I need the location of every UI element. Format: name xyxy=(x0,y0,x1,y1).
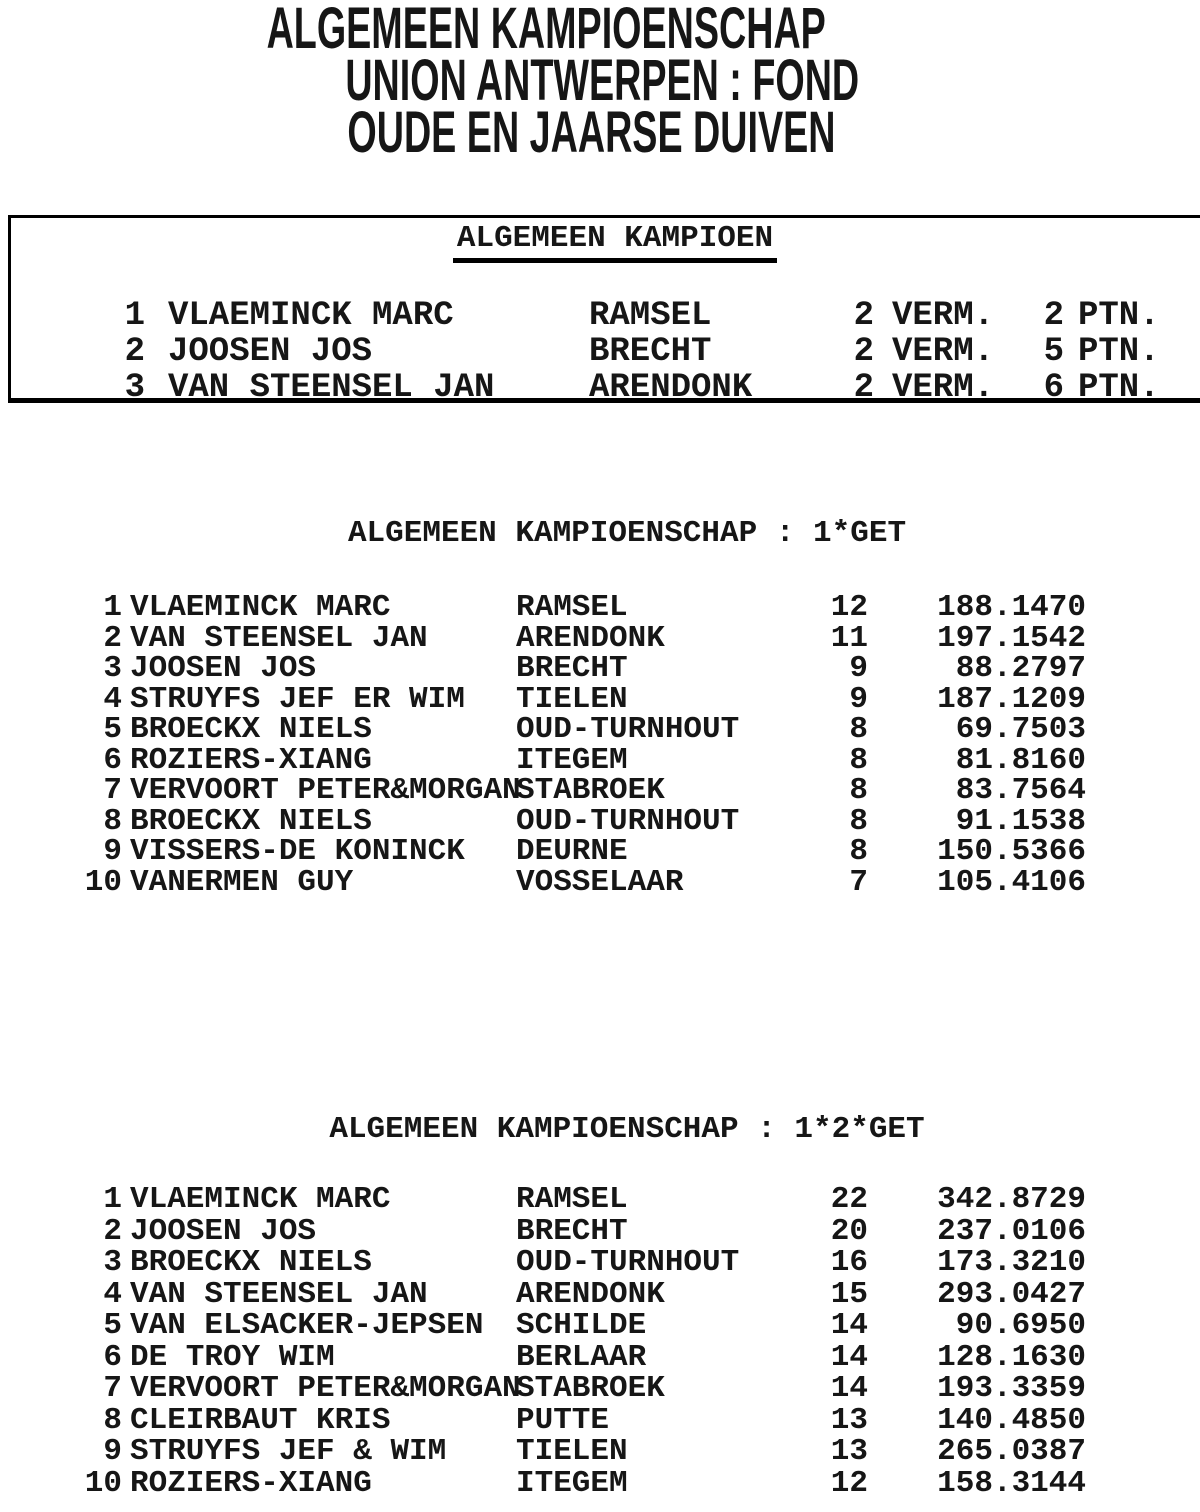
ranking-points: 91.1538 xyxy=(955,803,1086,839)
ranking-rank: 1 xyxy=(103,590,122,625)
ranking-place: OUD-TURNHOUT xyxy=(516,1245,740,1280)
ranking-name: JOOSEN JOS xyxy=(130,1213,317,1249)
ranking-place: STABROEK xyxy=(516,773,665,808)
ranking-points: 150.5366 xyxy=(937,834,1086,869)
champion-row xyxy=(0,370,1200,406)
ranking-count: 12 xyxy=(830,1465,868,1501)
section-1get-header: ALGEMEEN KAMPIOENSCHAP : 1*GET xyxy=(347,516,907,551)
ranking-points: 140.4850 xyxy=(937,1402,1086,1438)
ranking-name: VAN STEENSEL JAN xyxy=(130,620,428,656)
ranking-place: BRECHT xyxy=(516,651,628,686)
title-text-3: OUDE EN JAARSE DUIVEN xyxy=(346,100,836,165)
champion-box-header xyxy=(0,222,1200,256)
ranking-name: VAN ELSACKER-JEPSEN xyxy=(130,1308,484,1343)
ranking-place: TIELEN xyxy=(516,1434,628,1469)
ranking-rank: 4 xyxy=(103,1276,122,1312)
ranking-count: 14 xyxy=(830,1339,868,1375)
ranking-row xyxy=(0,1436,1200,1467)
ranking-name: BROECKX NIELS xyxy=(130,803,372,839)
ranking-points: 265.0387 xyxy=(937,1434,1086,1469)
ranking-count: 9 xyxy=(849,681,868,717)
ranking-row xyxy=(0,803,1200,839)
ranking-rank: 10 xyxy=(84,1465,122,1501)
ranking-count: 13 xyxy=(830,1402,868,1438)
ranking-rank: 5 xyxy=(103,712,122,747)
ranking-name: VLAEMINCK MARC xyxy=(130,1182,391,1217)
ranking-count: 11 xyxy=(830,620,868,656)
ranking-place: BERLAAR xyxy=(516,1339,647,1375)
ranking-points: 197.1542 xyxy=(937,620,1086,656)
ranking-rank: 8 xyxy=(103,803,122,839)
ranking-name: VISSERS-DE KONINCK xyxy=(130,834,465,869)
champion-rank: 3 xyxy=(124,369,145,407)
champion-place: BRECHT xyxy=(589,333,712,371)
ranking-rank: 3 xyxy=(103,1245,122,1280)
ranking-row xyxy=(0,1373,1200,1404)
champion-ptn-count: 2 xyxy=(1043,297,1064,335)
ranking-row xyxy=(0,1213,1200,1249)
title-text-2: UNION ANTWERPEN : FOND xyxy=(345,48,859,113)
ranking-count: 12 xyxy=(830,590,868,625)
ranking-name: VERVOORT PETER&MORGAN xyxy=(130,773,521,808)
ranking-rank: 4 xyxy=(103,681,122,717)
champion-verm-count: 2 xyxy=(853,369,874,407)
ranking-name: ROZIERS-XIANG xyxy=(130,1465,372,1501)
ranking-place: ARENDONK xyxy=(516,1276,665,1312)
ranking-count: 14 xyxy=(830,1308,868,1343)
champion-name: VAN STEENSEL JAN xyxy=(168,369,495,407)
champion-verm-label: VERM. xyxy=(892,333,995,371)
ranking-row xyxy=(0,714,1200,745)
ranking-count: 8 xyxy=(849,803,868,839)
ranking-points: 83.7564 xyxy=(955,773,1086,808)
ranking-name: STRUYFS JEF ER WIM xyxy=(130,681,465,717)
ranking-points: 90.6950 xyxy=(955,1308,1086,1343)
champion-verm-count: 2 xyxy=(853,297,874,335)
ranking-points: 69.7503 xyxy=(955,712,1086,747)
champion-name: VLAEMINCK MARC xyxy=(168,297,454,335)
ranking-row xyxy=(0,1339,1200,1375)
ranking-place: OUD-TURNHOUT xyxy=(516,803,740,839)
ranking-row xyxy=(0,620,1200,656)
ranking-points: 193.3359 xyxy=(937,1371,1086,1406)
title-text-1: ALGEMEEN KAMPIOENSCHAP xyxy=(266,0,826,61)
ranking-count: 8 xyxy=(849,834,868,869)
ranking-place: STABROEK xyxy=(516,1371,665,1406)
ranking-points: 342.8729 xyxy=(937,1182,1086,1217)
champion-row xyxy=(0,298,1200,334)
ranking-rank: 7 xyxy=(103,1371,122,1406)
champion-place: ARENDONK xyxy=(589,369,753,407)
ranking-rank: 3 xyxy=(103,651,122,686)
ranking-place: ARENDONK xyxy=(516,620,665,656)
ranking-name: DE TROY WIM xyxy=(130,1339,335,1375)
ranking-name: VANERMEN GUY xyxy=(130,864,354,900)
ranking-rank: 2 xyxy=(103,620,122,656)
ranking-place: OUD-TURNHOUT xyxy=(516,712,740,747)
ranking-points: 128.1630 xyxy=(937,1339,1086,1375)
champion-ptn-count: 6 xyxy=(1043,369,1064,407)
ranking-rank: 2 xyxy=(103,1213,122,1249)
ranking-row xyxy=(0,653,1200,684)
ranking-row xyxy=(0,836,1200,867)
ranking-rank: 5 xyxy=(103,1308,122,1343)
ranking-points: 88.2797 xyxy=(955,651,1086,686)
ranking-place: RAMSEL xyxy=(516,1182,628,1217)
ranking-row xyxy=(0,1184,1200,1215)
ranking-name: STRUYFS JEF & WIM xyxy=(130,1434,447,1469)
ranking-points: 237.0106 xyxy=(937,1213,1086,1249)
ranking-name: BROECKX NIELS xyxy=(130,1245,372,1280)
ranking-count: 14 xyxy=(830,1371,868,1406)
ranking-points: 158.3144 xyxy=(937,1465,1086,1501)
champion-name: JOOSEN JOS xyxy=(168,333,373,371)
ranking-place: ITEGEM xyxy=(516,742,628,778)
champion-ptn-count: 5 xyxy=(1043,333,1064,371)
ranking-row xyxy=(0,681,1200,717)
ranking-count: 9 xyxy=(849,651,868,686)
ranking-count: 15 xyxy=(830,1276,868,1312)
ranking-name: JOOSEN JOS xyxy=(130,651,317,686)
ranking-rank: 10 xyxy=(84,864,122,900)
ranking-points: 173.3210 xyxy=(937,1245,1086,1280)
ranking-row xyxy=(0,1402,1200,1438)
champion-verm-count: 2 xyxy=(853,333,874,371)
ranking-rank: 6 xyxy=(103,742,122,778)
ranking-count: 8 xyxy=(849,742,868,778)
ranking-count: 8 xyxy=(849,773,868,808)
ranking-count: 16 xyxy=(830,1245,868,1280)
champion-verm-label: VERM. xyxy=(892,369,995,407)
ranking-rank: 8 xyxy=(103,1402,122,1438)
ranking-place: VOSSELAAR xyxy=(516,864,684,900)
ranking-rank: 9 xyxy=(103,1434,122,1469)
champion-row xyxy=(0,334,1200,370)
ranking-place: DEURNE xyxy=(516,834,628,869)
ranking-place: RAMSEL xyxy=(516,590,628,625)
ranking-row xyxy=(0,1276,1200,1312)
champion-verm-label: VERM. xyxy=(892,297,995,335)
ranking-row xyxy=(0,592,1200,623)
ranking-place: SCHILDE xyxy=(516,1308,647,1343)
champion-ptn-label: PTN. xyxy=(1078,297,1160,335)
ranking-place: ITEGEM xyxy=(516,1465,628,1501)
champion-ptn-label: PTN. xyxy=(1078,369,1160,407)
ranking-points: 187.1209 xyxy=(937,681,1086,717)
ranking-name: CLEIRBAUT KRIS xyxy=(130,1402,391,1438)
ranking-row xyxy=(0,1465,1200,1501)
ranking-rank: 7 xyxy=(103,773,122,808)
ranking-count: 13 xyxy=(830,1434,868,1469)
ranking-rank: 9 xyxy=(103,834,122,869)
ranking-name: ROZIERS-XIANG xyxy=(130,742,372,778)
ranking-row xyxy=(0,775,1200,806)
document-title-line-3 xyxy=(0,100,1200,165)
ranking-count: 7 xyxy=(849,864,868,900)
ranking-place: TIELEN xyxy=(516,681,628,717)
ranking-count: 20 xyxy=(830,1213,868,1249)
ranking-name: BROECKX NIELS xyxy=(130,712,372,747)
ranking-points: 105.4106 xyxy=(937,864,1086,900)
section-12get-header: ALGEMEEN KAMPIOENSCHAP : 1*2*GET xyxy=(329,1112,925,1147)
ranking-name: VLAEMINCK MARC xyxy=(130,590,391,625)
ranking-count: 22 xyxy=(830,1182,868,1217)
ranking-points: 293.0427 xyxy=(937,1276,1086,1312)
ranking-points: 81.8160 xyxy=(955,742,1086,778)
champion-rank: 1 xyxy=(124,297,145,335)
ranking-name: VERVOORT PETER&MORGAN xyxy=(130,1371,521,1406)
ranking-place: PUTTE xyxy=(516,1402,610,1438)
champion-place: RAMSEL xyxy=(589,297,712,335)
ranking-count: 8 xyxy=(849,712,868,747)
champion-box-header-text: ALGEMEEN KAMPIOEN xyxy=(453,221,777,263)
ranking-place: BRECHT xyxy=(516,1213,628,1249)
ranking-rank: 6 xyxy=(103,1339,122,1375)
ranking-row xyxy=(0,1247,1200,1278)
ranking-row xyxy=(0,742,1200,778)
ranking-rank: 1 xyxy=(103,1182,122,1217)
champion-rank: 2 xyxy=(124,333,145,371)
ranking-name: VAN STEENSEL JAN xyxy=(130,1276,428,1312)
ranking-row xyxy=(0,864,1200,900)
ranking-points: 188.1470 xyxy=(937,590,1086,625)
champion-ptn-label: PTN. xyxy=(1078,333,1160,371)
ranking-row xyxy=(0,1310,1200,1341)
